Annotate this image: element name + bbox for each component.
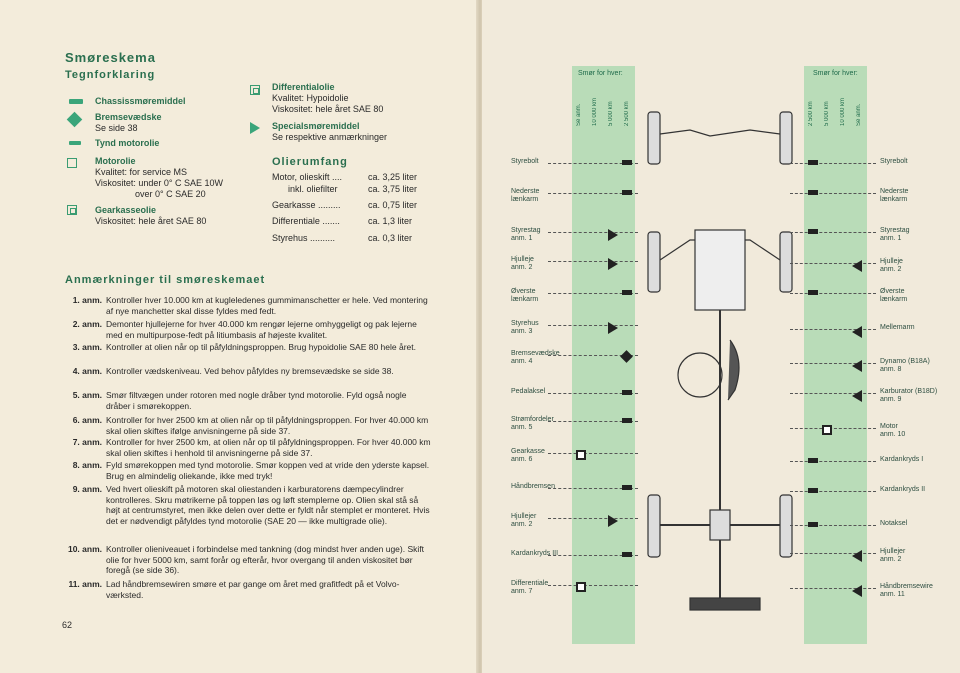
rear-wheel-left [648,495,660,557]
callout-label-left: Styrebolt [511,158,539,165]
callout-label-right: Nederste lænkarm [880,188,909,203]
callout-line [548,585,638,586]
notes-title: Anmærkninger til smøreskemaet [65,274,266,286]
legend-item: Motorolie Kvalitet: for service MS Viskositet: under 0° C SAE 10W over 0° C SAE 20 [95,156,223,199]
callout-label-left: Strømfordeler anm. 5 [511,416,554,431]
interval-column: Se anm. [576,103,582,126]
callout-line [790,232,876,233]
chassis-diagram [600,100,800,640]
steering-wheel [678,353,722,397]
note-item: 3. anm. Kontroller at olien når op til påfyldningsproppen. Brug hypoidolie SAE 80 hele året. [72,342,416,352]
grease-gun-icon [808,160,818,165]
callout-label-left: Håndbremsen [511,483,555,490]
grease-gun-icon [622,160,632,165]
legend-item: Differentialolie Kvalitet: Hypoidolie Viskositet: hele året SAE 80 [272,82,384,114]
grease-gun-icon [622,552,632,557]
diamond-icon [67,112,83,128]
callout-label-left: Styrestag anm. 1 [511,227,541,242]
callout-label-right: Kardankryds I [880,456,924,463]
grease-gun-icon [808,290,818,295]
grease-gun-icon [622,290,632,295]
front-wheel-right [780,232,792,292]
callout-line [790,193,876,194]
callout-label-right: Dynamo (B18A) anm. 8 [880,358,930,373]
note-item: 1. anm. Kontroller hver 10.000 km at kugleledenes gummimanschetter er hele. Ved montering af nye manchetter skal disse fyldes med fedt. [72,295,428,316]
grease-gun-icon [808,522,818,527]
note-item: 4. anm. Kontroller vædskeniveau. Ved behov påfyldes ny bremsevædske se side 38. [72,366,394,376]
grease-gun-icon [622,190,632,195]
square-icon [67,158,77,168]
callout-label-left: Differentiale anm. 7 [511,580,549,595]
interval-column: 10 000 km [840,97,846,126]
callout-label-right: Hjulleje anm. 2 [880,258,903,273]
oil-row: Motor, olieskift .... ca. 3,25 liter [272,172,418,182]
callout-label-right: Motor anm. 10 [880,423,906,438]
differential [710,510,730,540]
note-item: 7. anm. Kontroller for hver 2500 km, at olien når op til påfyldningsproppen. For hver 40.000 km skal olien skiftes i henhold til anvisningerne på side 37. [72,437,431,458]
callout-label-right: Kardankryds II [880,486,926,493]
callout-line [790,525,876,526]
legend-item: Chassissmøremiddel [95,96,186,106]
triangle-icon [250,122,260,134]
oil-row: Styrehus .......... ca. 0,3 liter [272,233,413,243]
triangle-icon [608,322,618,334]
callout-line [548,261,638,262]
triangle-icon [852,326,862,338]
callout-line [790,329,876,330]
callout-line [790,393,876,394]
callout-label-left: Nederste lænkarm [511,188,540,203]
rear-wheel-right [780,495,792,557]
interval-header-left: Smør for hver: [578,70,623,77]
callout-line [790,588,876,589]
oil-row: Differentiale ....... ca. 1,3 liter [272,216,413,226]
note-item: 8. anm. Fyld smørekoppen med tynd motorolie. Smør koppen ved at vride den yderste kapsel. Brug en almindelig oliekande, ikke med tryk! [72,460,430,481]
callout-line [548,325,638,326]
callout-label-left: Pedalaksel [511,388,546,395]
grease-gun-icon [808,190,818,195]
square-icon [576,450,586,460]
callout-label-right: Håndbremsewire anm. 11 [880,583,933,598]
callout-label-right: Styrebolt [880,158,908,165]
grease-gun-icon [808,488,818,493]
note-item: 10. anm. Kontroller olieniveauet i forbindelse med tankning (dog mindst hver anden uge). Skift olie for hver 5000 km, samt forår og efterår, hvor overgang til anden viskositet bør foregå (se side 36). [67,544,424,575]
square-dot-icon [67,205,77,215]
note-item: 6. anm. Kontroller for hver 2500 km at olien når op til påfyldningsproppen. For hver 40.000 km skal olien skiftes ifølge anvisningerne på side 37. [72,415,429,436]
legend-item: Bremsevædske Se side 38 [95,112,162,133]
left-page [0,0,478,673]
grease-gun-icon [808,229,818,234]
front-wheel-left-top [648,112,660,164]
callout-line [548,453,638,454]
grease-gun-icon [622,485,632,490]
callout-label-right: Mellemarm [880,324,915,331]
triangle-icon [608,258,618,270]
triangle-icon [852,390,862,402]
grease-gun-icon [808,458,818,463]
oil-capacity-title: Olierumfang [272,156,348,168]
square-inner-icon [250,85,260,95]
callout-label-left: Styrehus anm. 3 [511,320,539,335]
callout-line [790,163,876,164]
callout-label-right: Styrestag anm. 1 [880,227,910,242]
interval-column: Se anm. [856,103,862,126]
interval-column: 10 000 km [592,97,598,126]
callout-label-left: Kardankryds III [511,550,559,557]
callout-label-right: Notaksel [880,520,908,527]
triangle-icon [852,585,862,597]
note-item: 9. anm. Ved hvert olieskift på motoren skal oliestanden i karburatorens dæmpecylindrer kontrolleres. Skru møtrikerne på toppen løs og løft stemplerne op. Olien skal stå så højt at centrumstyret, men ikke delen over dette er fyldt når stemplet er monteret. Hvis det er nødvendigt påfyldes tynd motorolie (SAE 20 — ikke multigrade olie). [72,484,430,526]
callout-line [790,428,876,429]
callout-label-left: Hjulleje anm. 2 [511,256,534,271]
oil-row: Gearkasse ......... ca. 0,75 liter [272,200,418,210]
note-item: 5. anm. Smør filtvægen under rotoren med nogle dråber tynd motorolie. Fyld også nogle dråber i smørekoppen. [72,390,407,411]
callout-label-right: Øverste lænkarm [880,288,908,303]
callout-line [790,553,876,554]
square-icon [576,582,586,592]
front-wheel-right-top [780,112,792,164]
callout-line [790,491,876,492]
interval-header-right: Smør for hver: [813,70,858,77]
page-number: 62 [62,620,73,630]
note-item: 2. anm. Demonter hjullejerne for hver 40.000 km rengør lejerne omhyggeligt og pak lejerne med en multipurpose-fedt på litiumbasis af højeste kvalitet. [72,319,417,340]
callout-label-left: Øverste lænkarm [511,288,539,303]
callout-line [790,263,876,264]
interval-column: 2 500 km [808,101,814,126]
front-wheel-left [648,232,660,292]
callout-line [548,518,638,519]
triangle-icon [608,515,618,527]
interval-column: 5 000 km [824,101,830,126]
triangle-icon [852,260,862,272]
legend-item: Gearkasseolie Viskositet: hele året SAE 80 [95,205,207,226]
interval-column: 5 000 km [608,101,614,126]
grease-gun-icon [622,418,632,423]
grease-gun-icon [69,99,83,104]
interval-column: 2 500 km [624,101,630,126]
triangle-icon [852,360,862,372]
triangle-icon [608,229,618,241]
legend-title: Tegnforklaring [65,69,156,81]
callout-line [790,293,876,294]
triangle-icon [852,550,862,562]
callout-label-left: Hjullejer anm. 2 [511,513,537,528]
oil-can-icon [69,141,81,145]
grease-gun-icon [622,390,632,395]
square-icon [822,425,832,435]
note-item: 11. anm. Lad håndbremsewiren smøre et par gange om året med grafitfedt på et Volvo-værksted. [68,579,400,600]
callout-line [790,363,876,364]
callout-label-left: Bremsevædske anm. 4 [511,350,560,365]
callout-label-right: Karburator (B18D) anm. 9 [880,388,938,403]
callout-label-right: Hjullejer anm. 2 [880,548,906,563]
engine-block [695,230,745,310]
oil-row: inkl. oliefilter ca. 3,75 liter [288,184,418,194]
fuel-tank [690,598,760,610]
legend-item: Specialsmøremiddel Se respektive anmærkninger [272,121,388,142]
legend-item: Tynd motorolie [95,138,160,148]
page-title: Smøreskema [65,50,156,65]
callout-label-left: Gearkasse anm. 6 [511,448,545,463]
callout-line [790,461,876,462]
callout-line [548,232,638,233]
